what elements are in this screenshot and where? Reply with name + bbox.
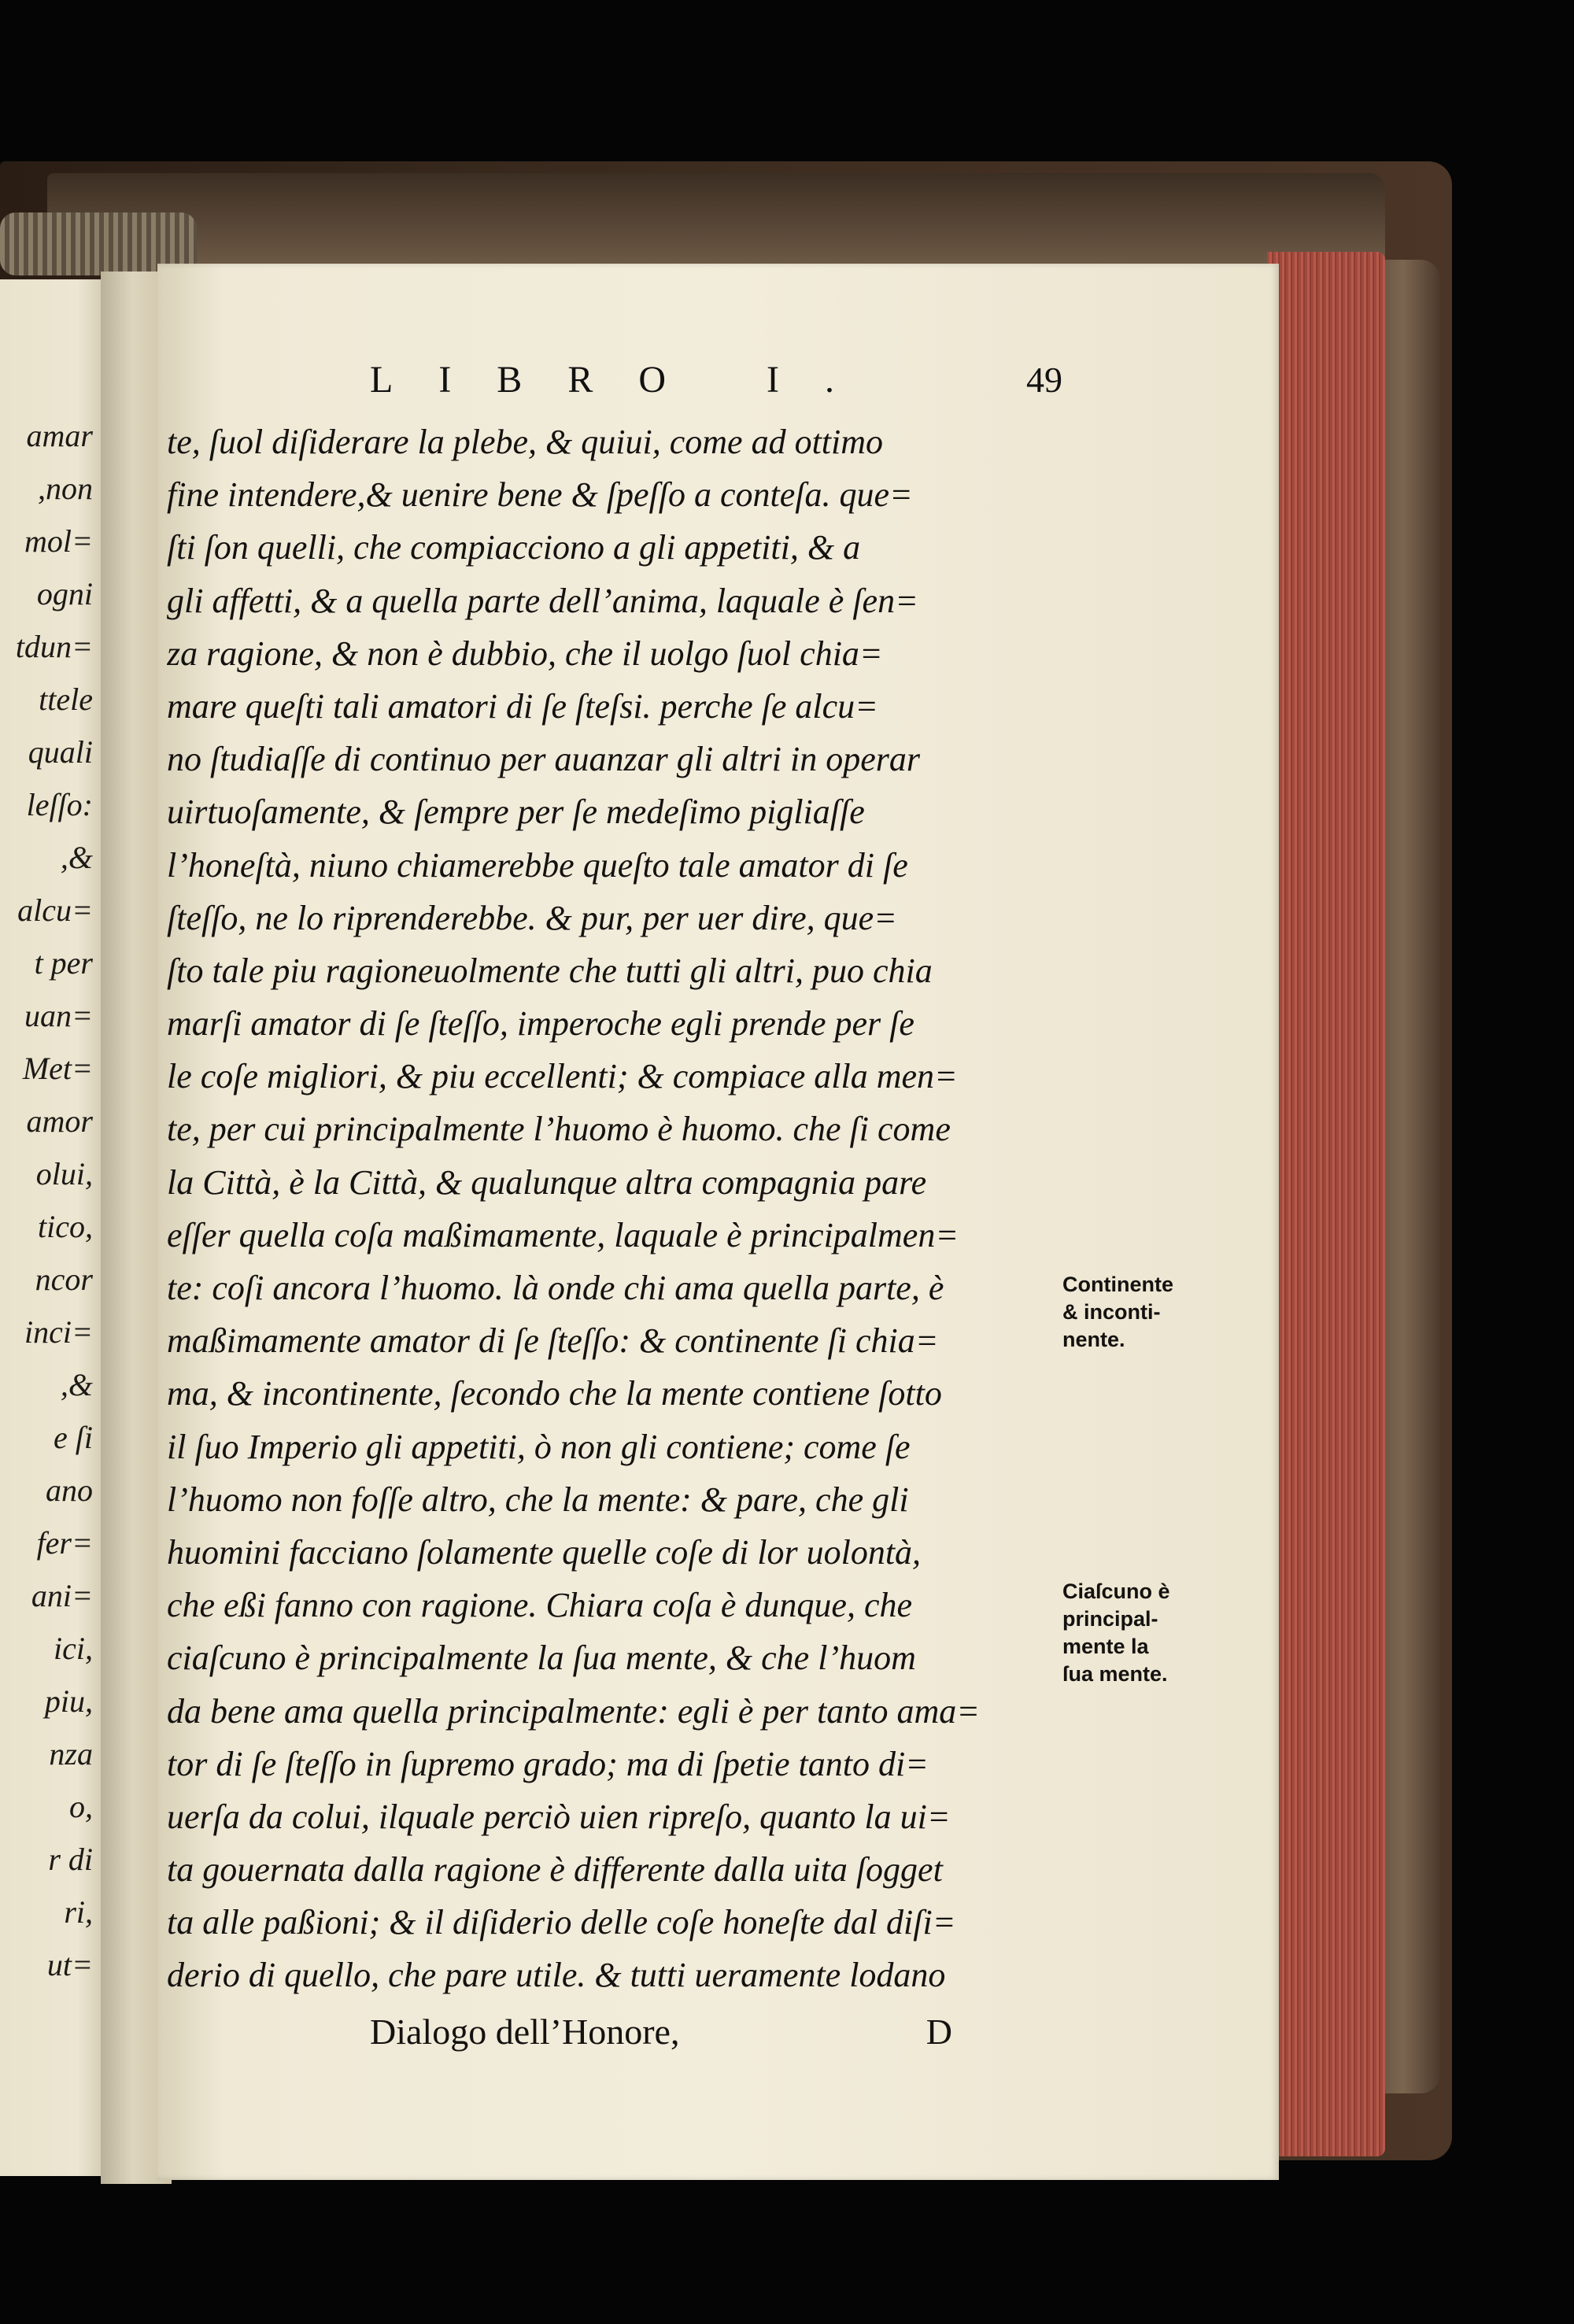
page-number: 49 xyxy=(1026,360,1062,400)
running-head-title: LIBRO I. xyxy=(370,359,880,401)
text-line: maßimamente amator di ſe ſteſſo: & continente ſi chia= xyxy=(167,1321,939,1361)
text-line: le coſe migliori, & piu eccellenti; & compiace alla men= xyxy=(167,1057,958,1096)
text-line: ſteſſo, ne lo riprenderebbe. & pur, per uer dire, que= xyxy=(167,898,897,937)
text-line: huomini facciano ſolamente quelle coſe di lor uolontà, xyxy=(167,1532,922,1572)
left-fragment-line: ici, xyxy=(54,1631,93,1666)
left-fragment-line: ut= xyxy=(46,1947,93,1982)
left-fragment-line: ncor xyxy=(35,1262,93,1297)
text-line: tor di ſe ſteſſo in ſupremo grado; ma di ſpetie tanto di= xyxy=(167,1744,929,1783)
text-line: te, ſuol diſiderare la plebe, & quiui, come ad ottimo xyxy=(167,423,884,461)
left-fragment-line: alcu= xyxy=(17,892,93,928)
left-fragment-line: tdun= xyxy=(15,629,93,664)
left-fragment-line: uan= xyxy=(24,998,93,1033)
left-fragment-line: Met= xyxy=(22,1051,93,1086)
margin-note-line: Ciaſcuno è xyxy=(1062,1580,1170,1603)
text-line: eſſer quella coſa maßimamente, laquale è principalmen= xyxy=(167,1215,959,1254)
left-fragment-line: ani= xyxy=(31,1578,93,1613)
text-line: che eßi fanno con ragione. Chiara coſa è dunque, che xyxy=(167,1586,913,1625)
text-line: gli affetti, & a quella parte dell’anima, laquale è ſen= xyxy=(167,581,918,620)
left-page-text-fragments xyxy=(0,409,93,1991)
text-line: l’honeſtà, niuno chiamerebbe queſto tale amator di ſe xyxy=(167,845,908,885)
margin-note-continente xyxy=(1062,1271,1251,1354)
left-fragment-line: amor xyxy=(26,1103,93,1139)
left-fragment-line: amar xyxy=(26,418,93,453)
text-line: mare queſti tali amatori di ſe ſteſsi. perche ſe alcu= xyxy=(167,686,878,726)
margin-note-line: ſua mente. xyxy=(1062,1662,1168,1686)
left-fragment-line: ogni xyxy=(36,576,93,611)
left-fragment-line: nza xyxy=(49,1736,93,1772)
left-fragment-line: fer= xyxy=(36,1525,93,1561)
left-fragment-line: e ſi xyxy=(54,1420,93,1455)
left-fragment-line: o, xyxy=(69,1789,93,1824)
left-fragment-line: tico, xyxy=(38,1209,93,1244)
text-line: za ragione, & non è dubbio, che il uolgo ſuol chia= xyxy=(167,634,883,673)
left-fragment-line: inci= xyxy=(24,1314,93,1350)
left-fragment-line: r di xyxy=(48,1842,93,1877)
left-fragment-line: mol= xyxy=(24,523,93,559)
margin-note-line: Continente xyxy=(1062,1273,1173,1296)
left-fragment-line: olui, xyxy=(35,1156,93,1192)
text-line: il ſuo Imperio gli appetiti, ò non gli contiene; come ſe xyxy=(167,1427,911,1466)
left-fragment-line: piu, xyxy=(44,1683,93,1719)
text-line: ta gouernata dalla ragione è differente dalla uita ſogget xyxy=(167,1850,943,1890)
left-fragment-line: ,& xyxy=(60,840,93,875)
book-top-edge xyxy=(47,173,1385,268)
left-fragment-line: leſſo: xyxy=(26,787,93,822)
left-fragment-line: ,& xyxy=(60,1367,93,1402)
body-text xyxy=(167,416,1060,2002)
margin-note-line: mente la xyxy=(1062,1635,1149,1658)
text-line: da bene ama quella principalmente: egli è per tanto ama= xyxy=(167,1691,980,1731)
text-line: uerſa da colui, ilquale perciò uien ripreſo, quanto la ui= xyxy=(167,1797,951,1836)
left-fragment-line: ano xyxy=(46,1472,93,1508)
page-edges xyxy=(1267,252,1385,2156)
left-fragment-line: t per xyxy=(34,945,93,981)
margin-note-line: principal- xyxy=(1062,1607,1158,1631)
left-fragment-line: quali xyxy=(28,734,93,770)
text-line: derio di quello, che pare utile. & tutti ueramente lodano xyxy=(167,1956,946,1995)
catchword-title: Dialogo dell’Honore, xyxy=(370,2012,680,2052)
page-footer xyxy=(370,2011,952,2052)
text-line: fine intendere,& uenire bene & ſpeſſo a conteſa. que= xyxy=(167,475,913,515)
margin-note-line: nente. xyxy=(1062,1328,1125,1351)
text-line: no ſtudiaſſe di continuo per auanzar gli altri in operar xyxy=(167,740,920,779)
text-line: ciaſcuno è principalmente la ſua mente, & che l’huom xyxy=(167,1639,916,1678)
text-line: la Città, è la Città, & qualunque altra compagnia pare xyxy=(167,1162,927,1202)
text-line: ſti ſon quelli, che compiacciono a gli appetiti, & a xyxy=(167,528,861,567)
left-fragment-line: ,non xyxy=(38,471,93,506)
left-fragment-line: ttele xyxy=(39,682,93,717)
running-head xyxy=(370,358,1062,405)
text-line: marſi amator di ſe ſteſſo, imperoche egli prende per ſe xyxy=(167,1004,914,1044)
left-fragment-line: ri, xyxy=(64,1894,93,1930)
margin-note-ciascuno xyxy=(1062,1578,1251,1688)
text-line: ta alle paßioni; & il diſiderio delle coſe honeſte dal diſi= xyxy=(167,1903,956,1942)
text-line: l’huomo non foſſe altro, che la mente: & pare, che gli xyxy=(167,1480,909,1519)
text-line: ſto tale piu ragioneuolmente che tutti gli altri, puo chia xyxy=(167,951,933,990)
text-line: ma, & incontinente, ſecondo che la mente contiene ſotto xyxy=(167,1374,942,1413)
text-line: te: coſi ancora l’huomo. là onde chi ama quella parte, è xyxy=(167,1269,944,1307)
margin-note-line: & inconti- xyxy=(1062,1300,1161,1324)
text-line: uirtuoſamente, & ſempre per ſe medeſimo pigliaſſe xyxy=(167,793,865,832)
signature-mark: D xyxy=(926,2012,952,2052)
text-line: te, per cui principalmente l’huomo è huomo. che ſi come xyxy=(167,1110,951,1149)
